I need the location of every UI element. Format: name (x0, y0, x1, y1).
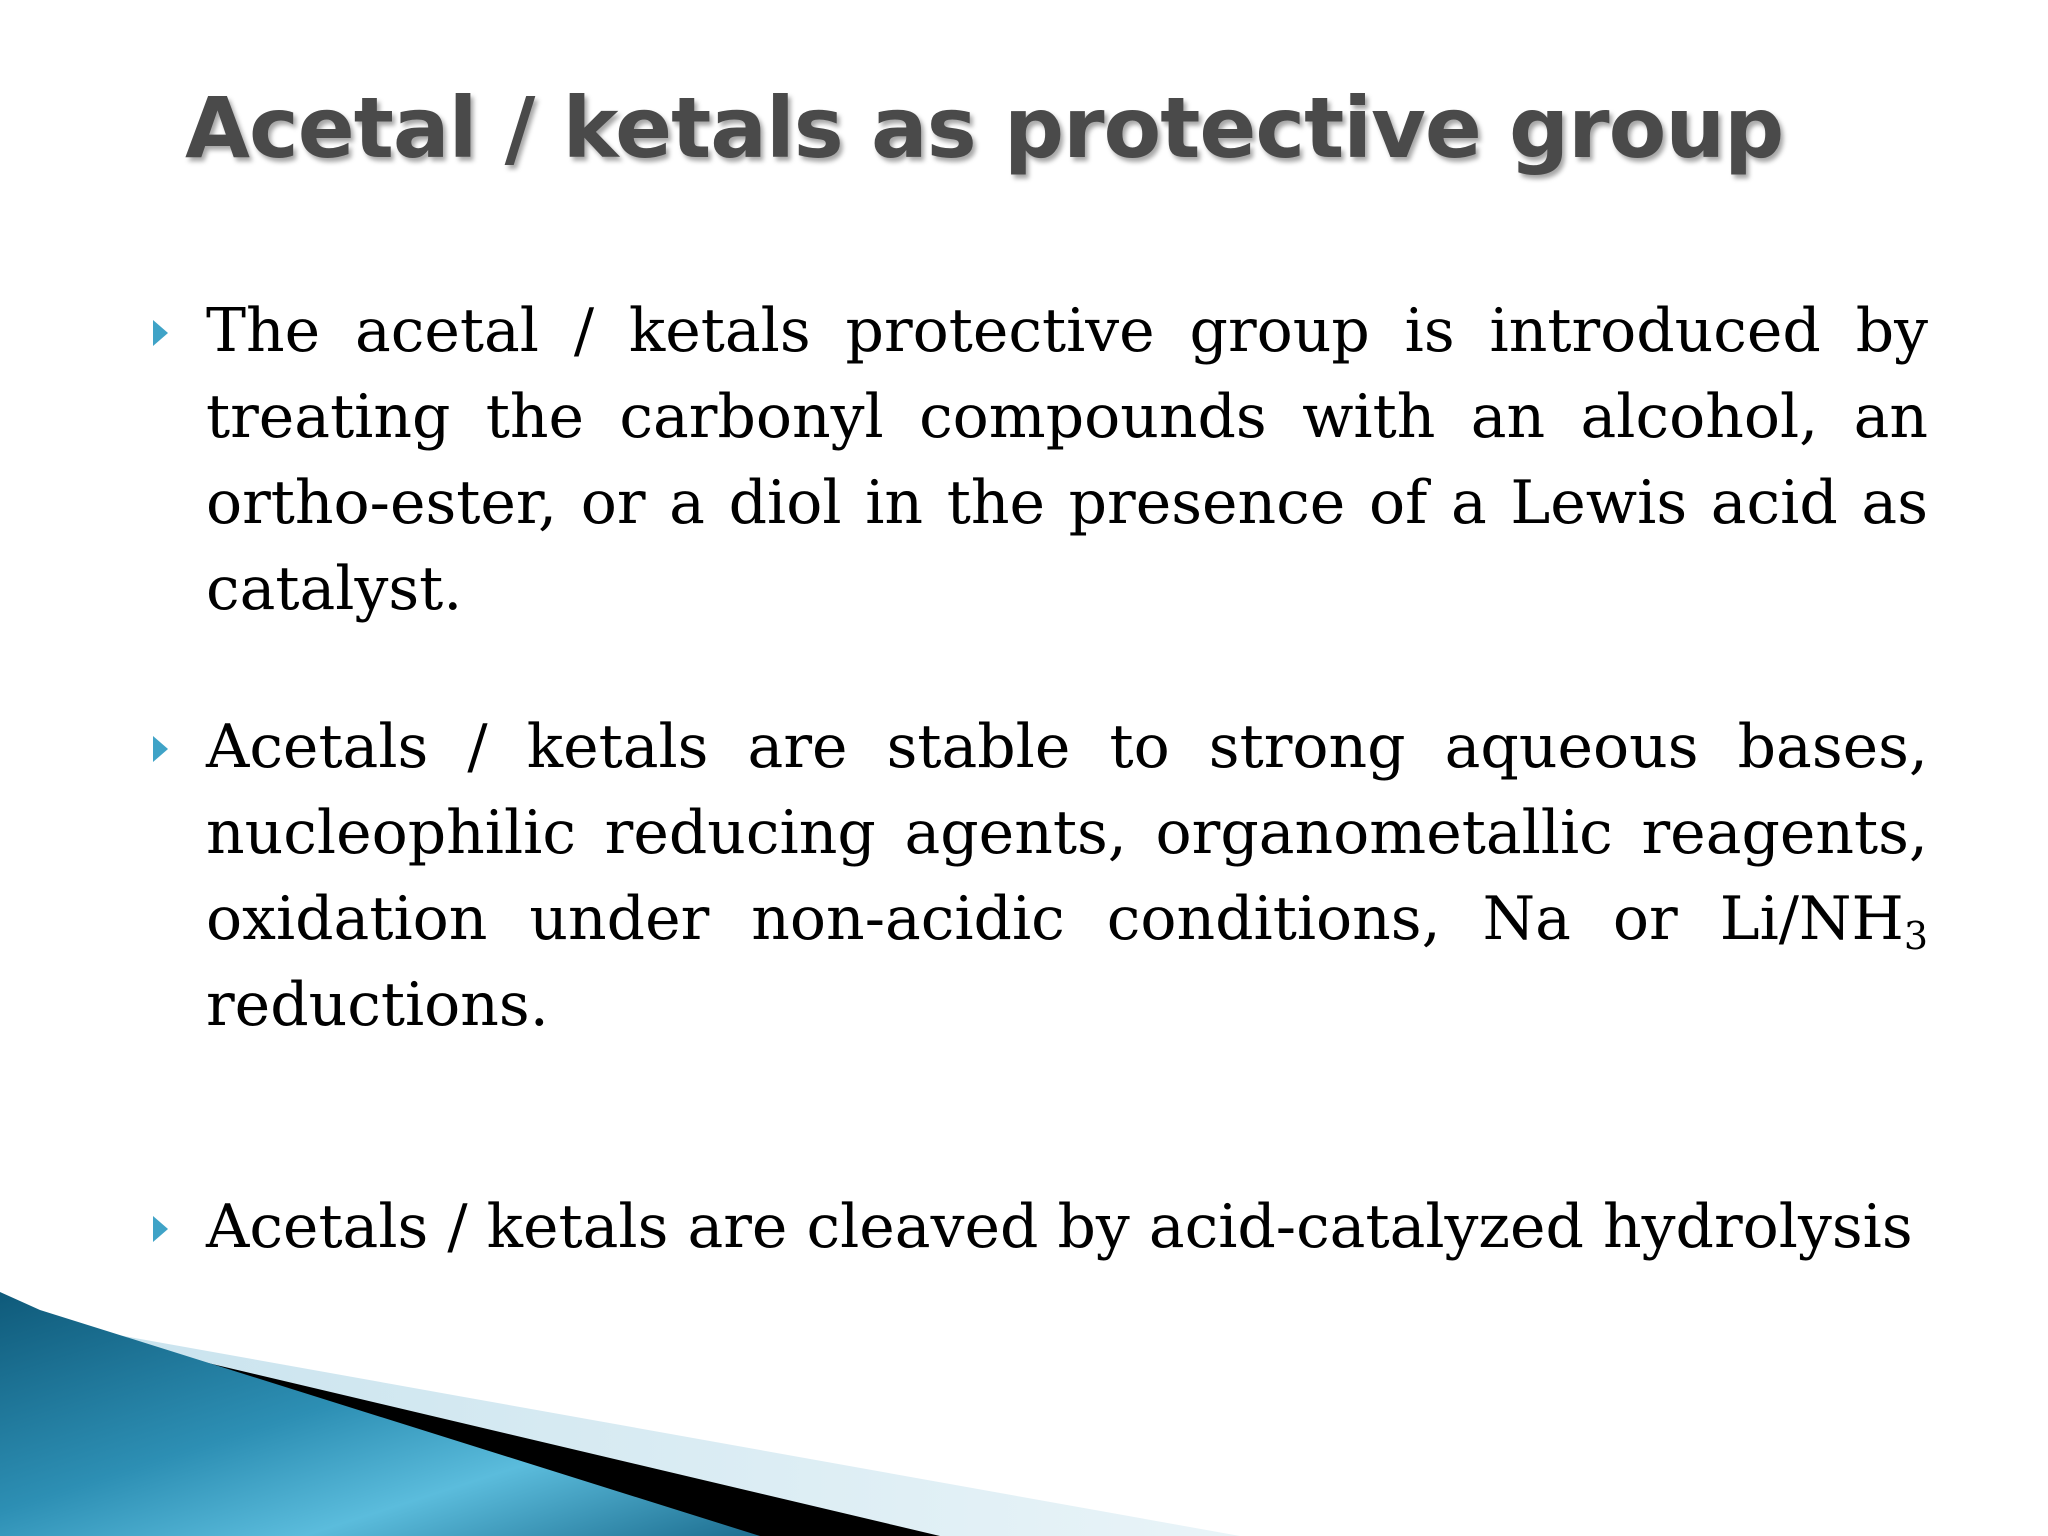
subscript-three: 3 (1903, 914, 1928, 958)
bullet-text-main: Acetals / ketals are stable to strong aqueous bases, nucleophilic reducing agents, organometallic reagents, oxidation under non-acidic conditions, Na or Li/NH (206, 712, 1928, 954)
triangle-right-icon (153, 1216, 168, 1242)
black-wedge (60, 1328, 940, 1536)
pale-wedge (90, 1330, 1240, 1536)
blue-wedge (0, 1292, 760, 1536)
bullet-text (206, 704, 1928, 1048)
bullet-text-tail: reductions. (206, 970, 549, 1040)
bullet-text: The acetal / ketals protective group is introduced by treating the carbonyl compounds with an alcohol, an ortho-ester, or a diol in the presence of a Lewis acid as catalyst. (206, 296, 1928, 624)
triangle-right-icon (153, 320, 168, 346)
slide-title: Acetal / ketals as protective group (185, 79, 1784, 177)
bullet-text: Acetals / ketals are cleaved by acid-catalyzed hydrolysis (206, 1192, 1913, 1262)
triangle-right-icon (153, 736, 168, 762)
